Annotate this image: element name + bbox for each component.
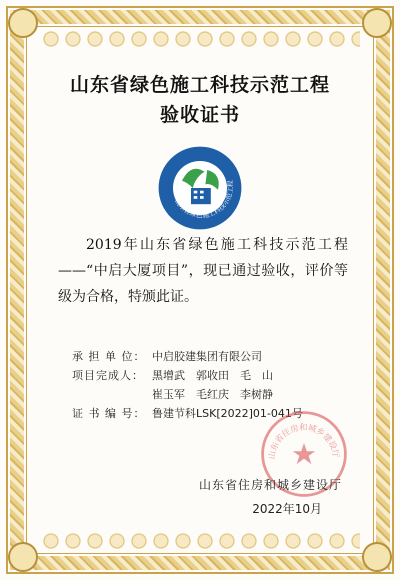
- issuing-authority: 山东省住房和城乡建设厅: [198, 478, 342, 492]
- completers-row-2: [72, 385, 303, 404]
- undertaking-unit-label: 承 担 单 位：: [72, 350, 146, 363]
- green-construction-logo-icon: [155, 143, 245, 233]
- certificate-body-text: 2019年山东省绿色施工科技示范工程——“中启大厦项目”，现已通过验收，评价等级为合格，特颁此证。: [58, 237, 348, 305]
- issue-date: 2022年10月: [252, 502, 322, 516]
- svg-text:山东省住房和城乡建设厅: 山东省住房和城乡建设厅: [266, 422, 342, 460]
- corner-ornament: [362, 542, 392, 572]
- corner-ornament: [8, 542, 38, 572]
- corner-ornament: [8, 8, 38, 38]
- certificate-subtitle: 验收证书: [159, 104, 240, 126]
- undertaking-unit-value: 中启胶建集团有限公司: [152, 350, 262, 363]
- completers-label: 项目完成人：: [72, 369, 144, 382]
- logo-text: 山东省绿色施工科技示范工程: [172, 179, 235, 220]
- certificate-number-value: 鲁建节科LSK[2022]01-041号: [152, 407, 303, 420]
- top-lace-ornament: [40, 28, 360, 50]
- certificate-number-label: 证 书 编 号：: [72, 407, 146, 420]
- certificate-title: 山东省绿色施工科技示范工程: [69, 74, 330, 96]
- completers-row: [72, 366, 303, 385]
- undertaking-unit-row: [72, 347, 303, 366]
- spacer: [72, 385, 152, 404]
- bottom-lace-ornament: [40, 530, 360, 552]
- corner-ornament: [362, 8, 392, 38]
- completers-line-2: 崔玉军 毛红庆 李树静: [152, 388, 273, 401]
- completers-line-1: 黑增武 郭收田 毛 山: [152, 369, 273, 382]
